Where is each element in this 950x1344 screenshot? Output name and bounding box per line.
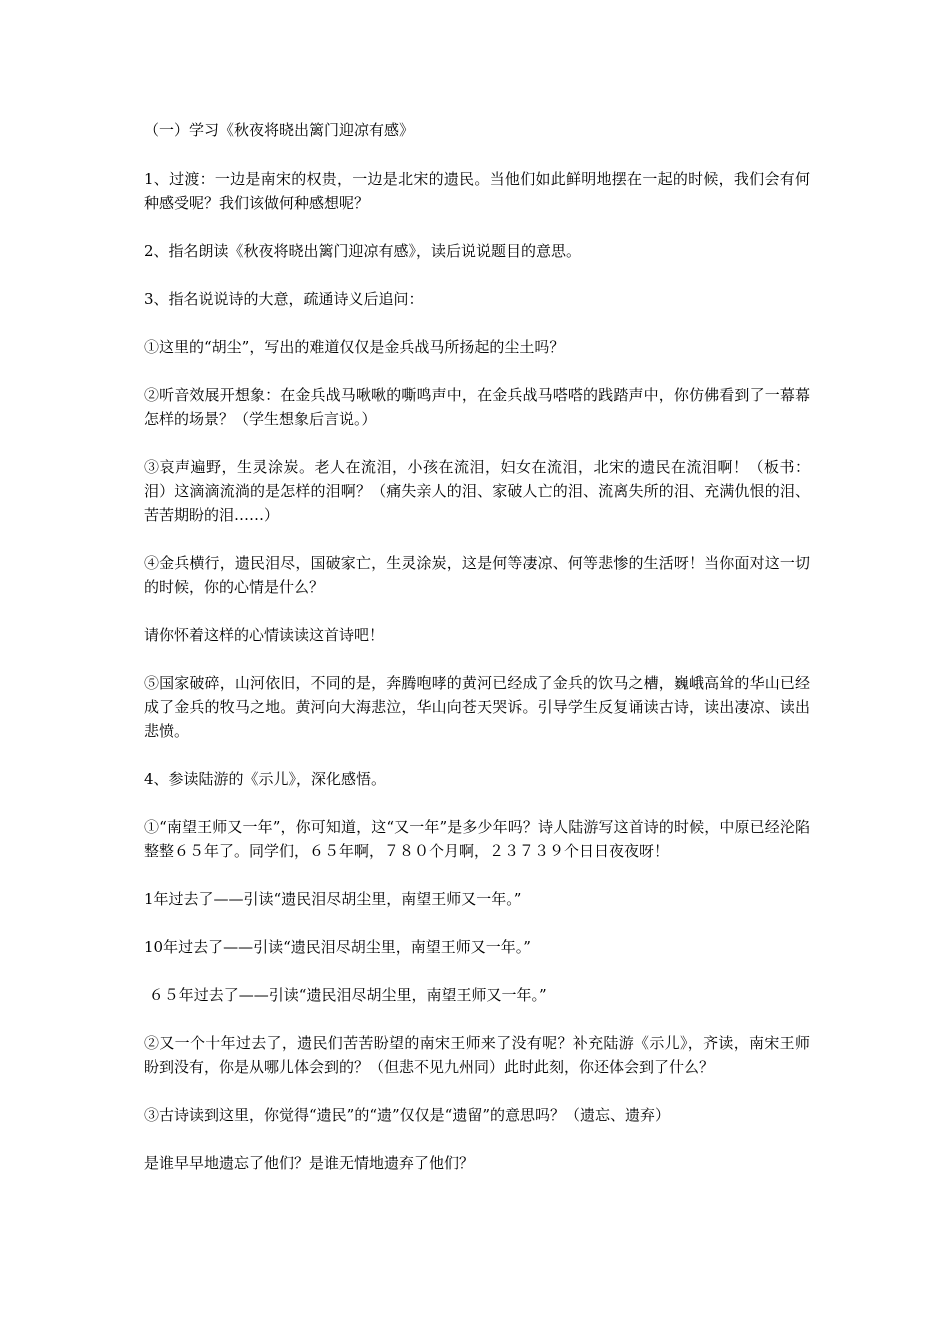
paragraph-transition: 1、过渡：一边是南宋的权贵，一边是北宋的遗民。当他们如此鲜明地摆在一起的时候，我们会有何种感受呢？我们该做何种感想呢？ <box>144 170 810 212</box>
paragraph-shier-3: ③古诗读到这里，你觉得“遗民”的“遗”仅仅是“遗留”的意思吗？（遗忘、遗弃） <box>144 1106 671 1124</box>
paragraph-question-5: ⑤国家破碎，山河依旧，不同的是，奔腾咆哮的黄河已经成了金兵的饮马之槽，巍峨高耸的华山已经成了金兵的牧马之地。黄河向大海悲泣，华山向苍天哭诉。引导学生反复诵读古诗，读出凄凉、读出悲愤。 <box>144 674 810 740</box>
paragraph-question-3: ③哀声遍野，生灵涂炭。老人在流泪，小孩在流泪，妇女在流泪，北宋的遗民在流泪啊！（板书：泪）这滴滴流淌的是怎样的泪啊？（痛失亲人的泪、家破人亡的泪、流离失所的泪、充满仇恨的泪、苦苦期盼的泪……） <box>144 458 810 524</box>
paragraph-closing: 是谁早早地遗忘了他们？是谁无情地遗弃了他们？ <box>144 1154 475 1172</box>
paragraph-read-aloud: 2、指名朗读《秋夜将晓出篱门迎凉有感》，读后说说题目的意思。 <box>144 242 582 260</box>
paragraph-meaning: 3、指名说说诗的大意，疏通诗义后追问： <box>144 290 424 308</box>
paragraph-shier: 4、参读陆游的《示儿》，深化感悟。 <box>144 770 387 788</box>
paragraph-1-year: 1年过去了——引读“遗民泪尽胡尘里，南望王师又一年。” <box>144 890 522 908</box>
section-heading: （一）学习《秋夜将晓出篱门迎凉有感》 <box>144 121 415 139</box>
paragraph-65-years: ６５年过去了——引读“遗民泪尽胡尘里，南望王师又一年。” <box>144 986 547 1004</box>
paragraph-10-years: 10年过去了——引读“遗民泪尽胡尘里，南望王师又一年。” <box>144 938 531 956</box>
paragraph-read-poem: 请你怀着这样的心情读读这首诗吧！ <box>144 626 385 644</box>
paragraph-shier-1: ①“南望王师又一年”，你可知道，这“又一年”是多少年吗？诗人陆游写这首诗的时候，中原已经沦陷整整６５年了。同学们，６５年啊，７８０个月啊，２３７３９个日日夜夜呀！ <box>144 818 810 860</box>
paragraph-question-2: ②听音效展开想象：在金兵战马啾啾的嘶鸣声中，在金兵战马嗒嗒的践踏声中，你仿佛看到了一幕幕怎样的场景？（学生想象后言说。） <box>144 386 810 428</box>
paragraph-question-4: ④金兵横行，遗民泪尽，国破家亡，生灵涂炭，这是何等凄凉、何等悲惨的生活呀！当你面对这一切的时候，你的心情是什么？ <box>144 554 810 596</box>
document-page <box>144 118 810 1199</box>
paragraph-question-1: ①这里的“胡尘”，写出的难道仅仅是金兵战马所扬起的尘土吗？ <box>144 338 565 356</box>
paragraph-shier-2: ②又一个十年过去了，遗民们苦苦盼望的南宋王师来了没有呢？补充陆游《示儿》，齐读，南宋王师盼到没有，你是从哪儿体会到的？（但悲不见九州同）此时此刻，你还体会到了什么？ <box>144 1034 810 1076</box>
